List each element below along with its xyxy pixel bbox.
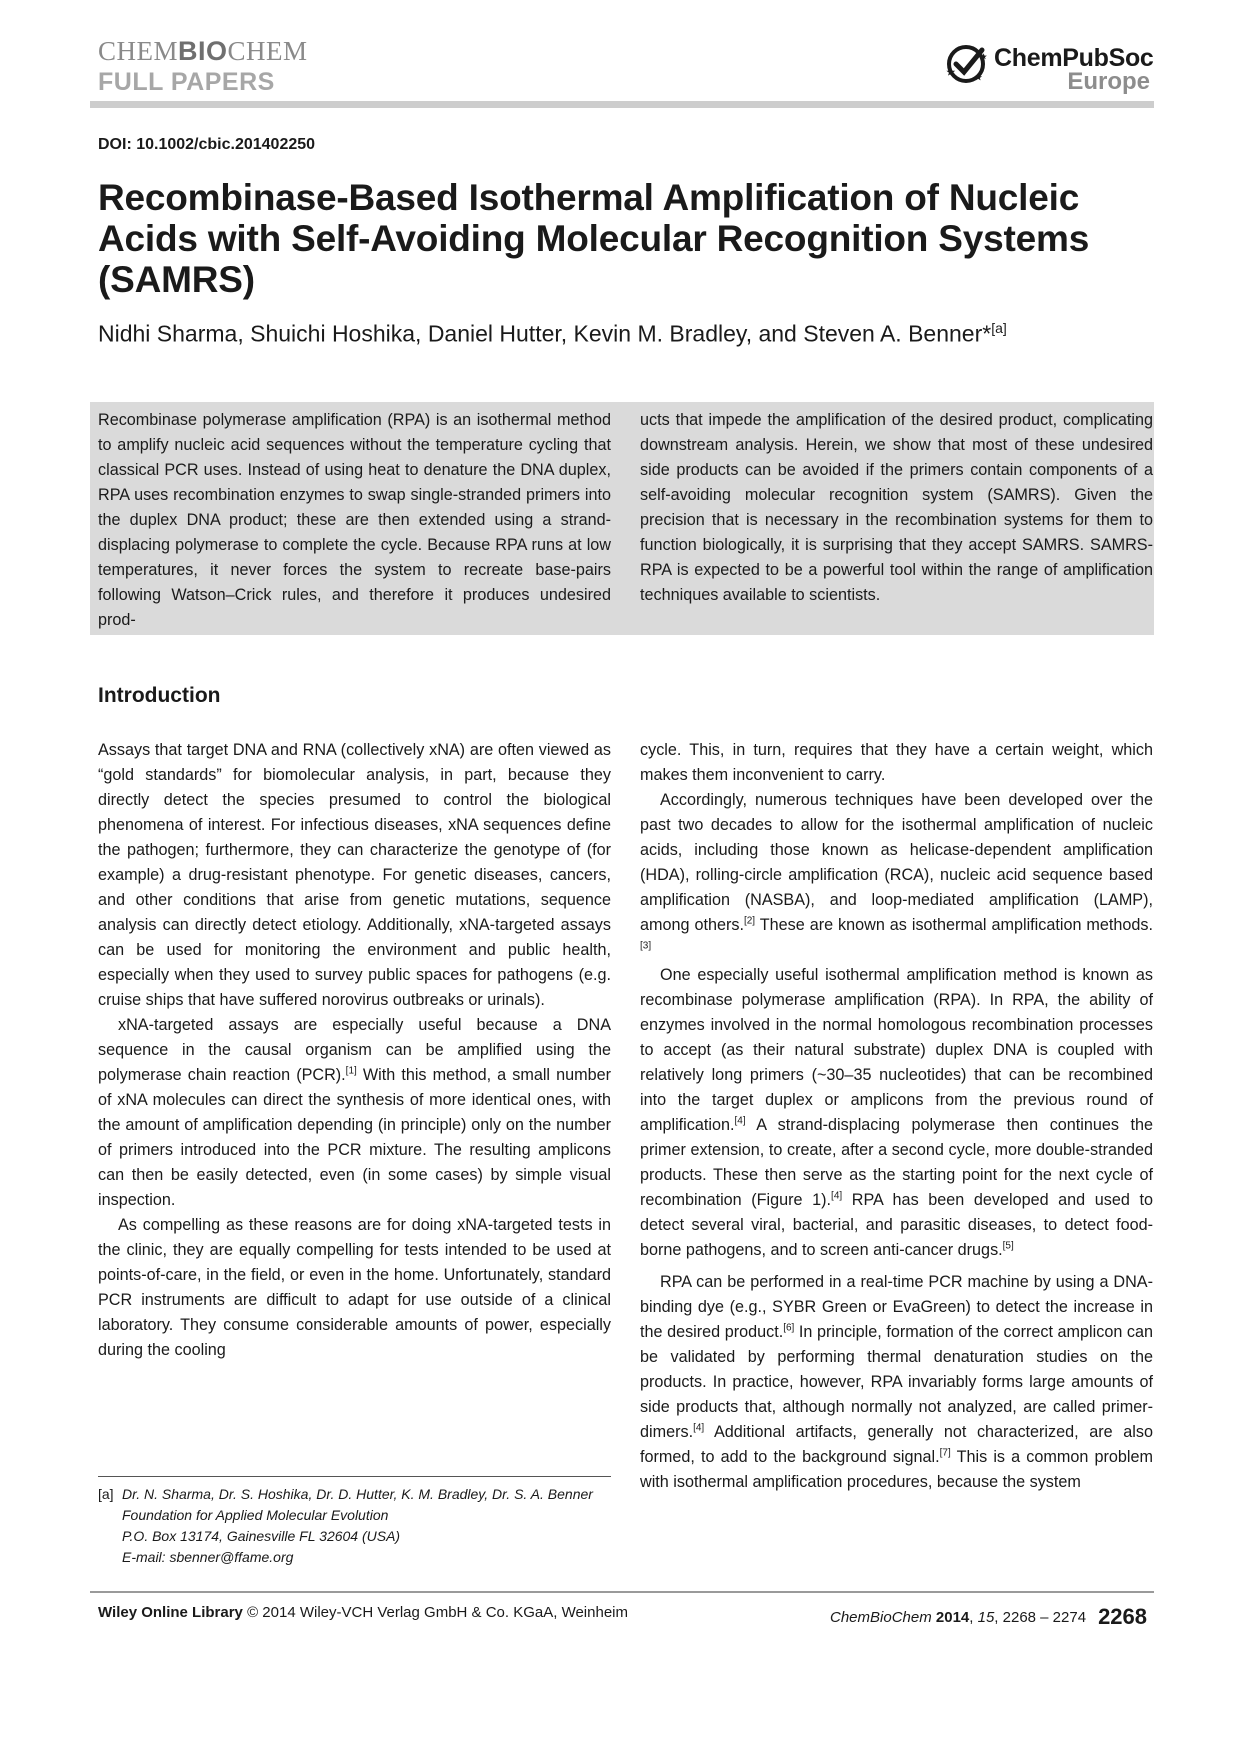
text-run: This is a common problem with isothermal amplification procedures, because the system (640, 1448, 1153, 1491)
paragraph (98, 1013, 611, 1213)
citation-ref[interactable]: [6] (783, 1322, 795, 1334)
author-names: Nidhi Sharma, Shuichi Hoshika, Daniel Hutter, Kevin M. Bradley, and Steven A. Benner* (98, 320, 992, 347)
text-run: xNA-targeted assays are especially useful because a DNA sequence in the causal organism can be amplified using the polymerase chain reaction (PCR). (98, 1016, 611, 1084)
citation-ref[interactable]: [1] (345, 1065, 357, 1077)
footnote-authors: Dr. N. Sharma, Dr. S. Hoshika, Dr. D. Hutter, K. M. Bradley, Dr. S. A. Benner (122, 1486, 593, 1502)
journal-name-part2: BIO (178, 36, 228, 66)
section-heading-introduction: Introduction (98, 684, 221, 707)
text-run: Accordingly, numerous techniques have been developed over the past two decades to allow for the isothermal amplification of nucleic acids, including those known as helicase-dependent amplification (HDA), rolling-circle amplification (RCA), nucleic acid sequence based amplification (NASBA), and loop-mediated amplification (LAMP), among others. (640, 791, 1153, 934)
footnote-email[interactable]: E-mail: sbenner@ffame.org (122, 1549, 294, 1565)
text-run: These are known as isothermal amplification methods. (755, 916, 1153, 934)
citation-ref[interactable]: [4] (734, 1115, 746, 1127)
abstract-right-column: ucts that impede the amplification of the desired product, complicating downstream analysis. Herein, we show that most of these undesired side products can be avoided if the primers contain components of a self-avoiding molecular recognition system (SAMRS). Given the precision that is necessary in the recombination systems for them to function biologically, it is surprising that they accept SAMRS. SAMRS-RPA is expected to be a powerful tool within the range of amplification techniques available to scientists. (640, 411, 1153, 604)
publisher-name: ChemPubSoc (994, 44, 1154, 72)
journal-name (98, 36, 308, 66)
citation-year: 2014 (935, 1609, 970, 1626)
text-run: With this method, a small number of xNA molecules can direct the synthesis of more identical ones, with the amount of amplification depending (in principle) only on the number of primers introduced into the PCR mixture. The resulting amplicons can then be easily detected, even (in some cases) by simple visual inspection. (98, 1066, 611, 1209)
footer-copyright (98, 1604, 628, 1621)
abstract-left-column: Recombinase polymerase amplification (RPA) is an isothermal method to amplify nucleic acid sequences without the temperature cycling that classical PCR uses. Instead of using heat to denature the DNA duplex, RPA uses recombination enzymes to swap single-stranded primers into the duplex DNA product; these are then extended using a strand-displacing polymerase to complete the cycle. Because RPA runs at low temperatures, it never forces the system to recreate base-pairs following Watson–Crick rules, and therefore it produces undesired prod- (98, 411, 611, 629)
page-number: 2268 (1098, 1604, 1148, 1629)
text-run: A strand-displacing polymerase then continues the primer extension, to create, after a second cycle, more double-stranded products. These then serve as the starting point for the next cycle of recombination (Figure 1). (640, 1116, 1153, 1209)
citation-ref[interactable]: [7] (939, 1447, 951, 1459)
copyright-text: © 2014 Wiley-VCH Verlag GmbH & Co. KGaA, Weinheim (242, 1604, 628, 1621)
footnote-institution: Foundation for Applied Molecular Evolution (122, 1507, 389, 1523)
paragraph (640, 788, 1153, 963)
body-left-column (98, 738, 611, 1363)
header-rule (90, 101, 1154, 108)
author-list (98, 320, 1007, 348)
citation-ref[interactable]: [4] (693, 1422, 705, 1434)
journal-name-part1: CHEM (98, 36, 179, 66)
citation-ref[interactable]: [4] (831, 1190, 843, 1202)
section-label: FULL PAPERS (98, 68, 275, 96)
journal-name-part3: CHEM (227, 36, 308, 66)
publisher-logo (944, 40, 1154, 96)
paragraph: As compelling as these reasons are for doing xNA-targeted tests in the clinic, they are equally compelling for tests intended to be used at points-of-care, in the field, or even in the home. Unfortunately, standard PCR instruments are difficult to adapt for use outside of a clinical laboratory. They consume considerable amounts of power, especially during the cooling (98, 1216, 611, 1359)
wiley-online-library-link[interactable]: Wiley Online Library (98, 1604, 243, 1621)
footer-rule (90, 1591, 1154, 1593)
citation-ref[interactable]: [5] (1002, 1240, 1014, 1252)
footnote-mark: [a] (98, 1486, 114, 1502)
footnote-rule (98, 1476, 611, 1477)
citation-ref[interactable]: [2] (743, 915, 756, 927)
paragraph: cycle. This, in turn, requires that they have a certain weight, which makes them inconvenient to carry. (640, 741, 1153, 784)
article-title: Recombinase-Based Isothermal Amplification of Nucleic Acids with Self-Avoiding Molecular Recognition Systems (SAMRS) (98, 177, 1090, 300)
text-run: RPA can be performed in a real-time PCR machine by using a DNA-binding dye (e.g., SYBR Green or EvaGreen) to detect the increase in the desired product. (640, 1273, 1153, 1341)
text-run: In principle, formation of the correct amplicon can be validated by performing thermal denaturation studies on the products. In practice, however, RPA invariably forms large amounts of side products that, although normally not analyzed, are called primer-dimers. (640, 1323, 1153, 1441)
author-affiliation-mark: [a] (991, 320, 1007, 336)
text-run: One especially useful isothermal amplification method is known as recombinase polymerase amplification (RPA). In RPA, the ability of enzymes involved in the normal homologous recombination processes to accept (as their natural substrate) duplex DNA is coupled with relatively long primers (~30–35 nucleotides) that can be recombined into the target duplex or amplicons from the previous round of amplification. (640, 966, 1153, 1134)
paragraph (640, 963, 1153, 1263)
publisher-seal-icon (944, 40, 992, 90)
body-right-column (640, 738, 1153, 1495)
publisher-subtitle: Europe (1067, 68, 1150, 95)
citation-volume: 15 (977, 1609, 995, 1626)
paragraph: Assays that target DNA and RNA (collectively xNA) are often viewed as “gold standards” for biomolecular analysis, in part, because they directly detect the species presumed to control the biological phenomena of interest. For infectious diseases, xNA sequences define the pathogen; furthermore, they can characterize the genotype of (for example) a drug-resistant phenotype. For genetic diseases, cancers, and other conditions that arise from genetic mutations, sequence analysis can directly detect etiology. Additionally, xNA-targeted assays can be used for monitoring the environment and public health, especially when they used to survey public spaces for pathogens (e.g. cruise ships that have suffered norovirus outbreaks or urinals). (98, 741, 611, 1009)
citation-pages: , 2268 – 2274 (994, 1609, 1087, 1626)
journal-abbrev: ChemBioChem (830, 1609, 932, 1626)
citation-ref[interactable]: [3] (640, 940, 652, 952)
doi: DOI: 10.1002/cbic.201402250 (98, 136, 316, 153)
text-run: Additional artifacts, generally not characterized, are also formed, to add to the background signal. (640, 1423, 1153, 1466)
footer-citation: ChemBioChem 2014, 15, 2268 – 2274 2268 (830, 1604, 1148, 1629)
footnote-address: P.O. Box 13174, Gainesville FL 32604 (USA) (122, 1528, 401, 1544)
paragraph (640, 1270, 1153, 1495)
text-run: RPA has been developed and used to detect several viral, bacterial, and parasitic diseases, to detect food-borne pathogens, and to screen anti-cancer drugs. (640, 1191, 1153, 1259)
